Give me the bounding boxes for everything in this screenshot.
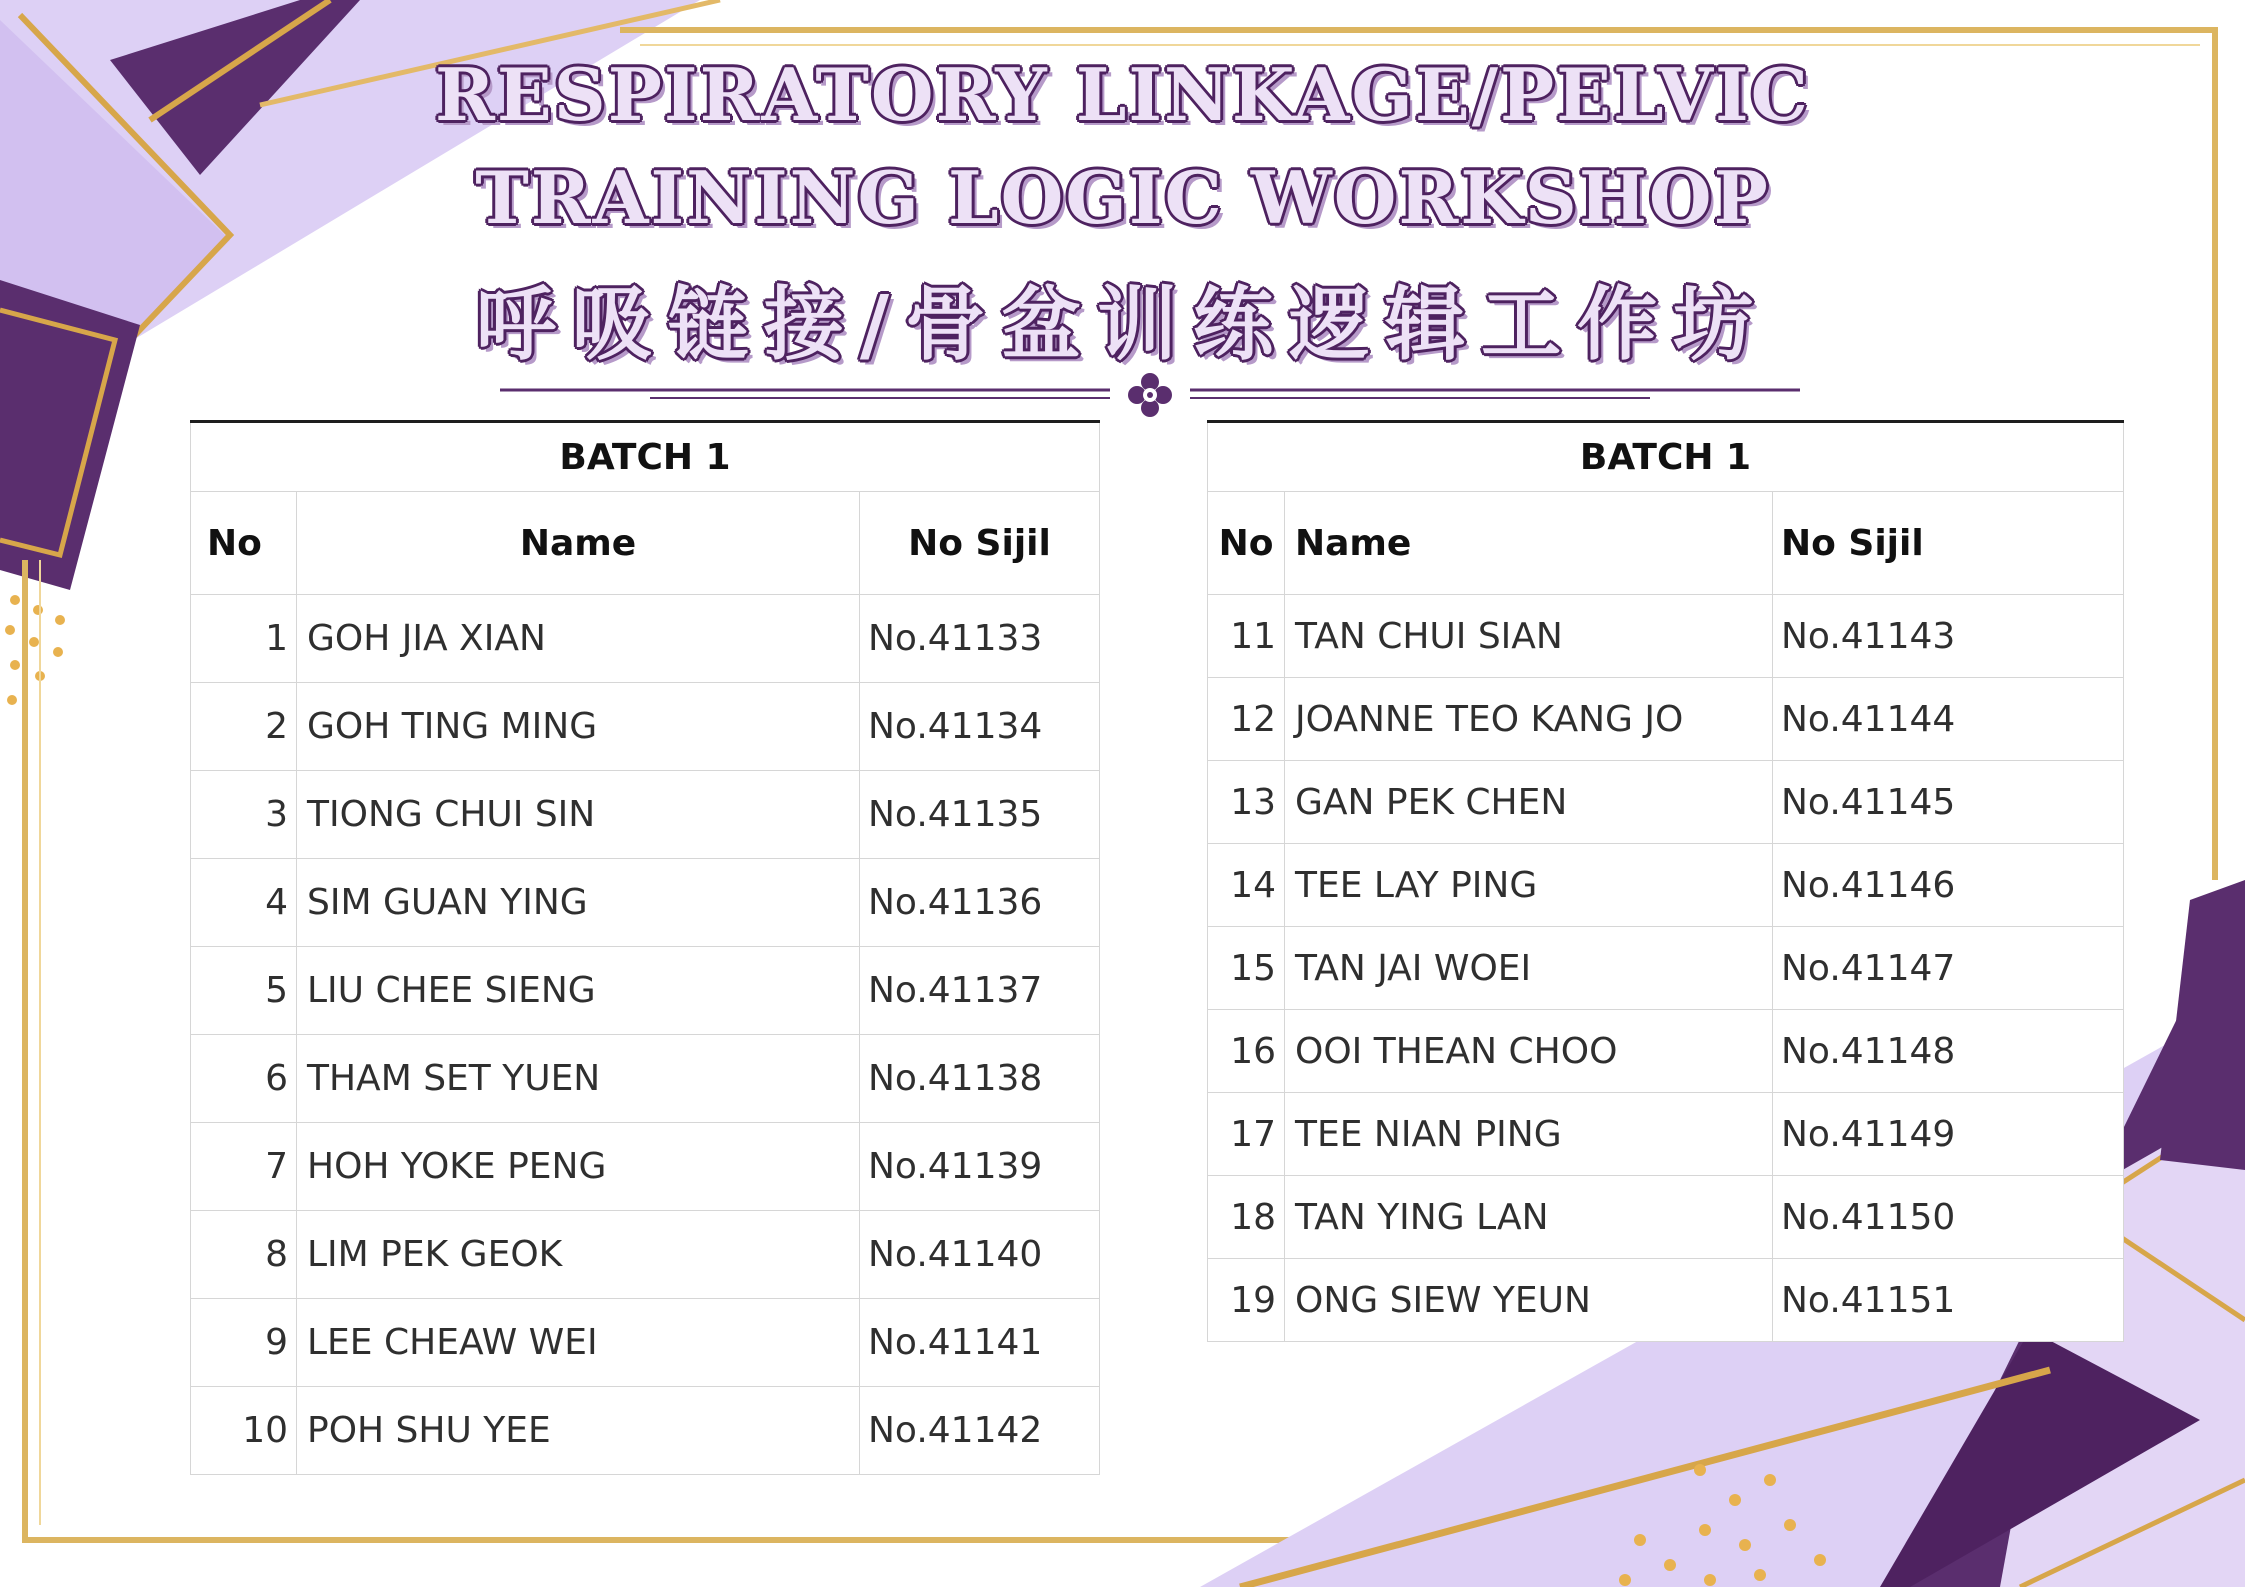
certificate-number: No.41145	[1773, 761, 2124, 844]
table-row	[1208, 927, 2124, 1010]
certificate-number: No.41149	[1773, 1093, 2124, 1176]
batch-table-left	[190, 420, 1100, 1475]
participant-name: OOI THEAN CHOO	[1285, 1010, 1773, 1093]
participant-name: TIONG CHUI SIN	[297, 771, 860, 859]
title-chinese: 呼吸链接/骨盆训练逻辑工作坊	[475, 277, 1770, 371]
row-number: 11	[1208, 595, 1285, 678]
column-header-name: Name	[297, 492, 860, 595]
certificate-number: No.41147	[1773, 927, 2124, 1010]
certificate-number: No.41148	[1773, 1010, 2124, 1093]
batch-table-right	[1207, 420, 2124, 1342]
certificate-number: No.41143	[1773, 595, 2124, 678]
column-header-sijil: No Sijil	[1773, 492, 2124, 595]
certificate-number: No.41144	[1773, 678, 2124, 761]
table-row	[191, 947, 1100, 1035]
participant-name: SIM GUAN YING	[297, 859, 860, 947]
participant-name: TEE NIAN PING	[1285, 1093, 1773, 1176]
participant-name: HOH YOKE PENG	[297, 1123, 860, 1211]
table-row	[1208, 1093, 2124, 1176]
row-number: 19	[1208, 1259, 1285, 1342]
table-row	[1208, 1010, 2124, 1093]
participant-name: ONG SIEW YEUN	[1285, 1259, 1773, 1342]
decor-purple-bar-br	[2160, 880, 2245, 1170]
title-line-2: TRAINING LOGIC WORKSHOP	[475, 155, 1770, 240]
row-number: 17	[1208, 1093, 1285, 1176]
participant-name: LIU CHEE SIENG	[297, 947, 860, 1035]
participant-name: TAN JAI WOEI	[1285, 927, 1773, 1010]
certificate-number: No.41151	[1773, 1259, 2124, 1342]
table-row	[191, 771, 1100, 859]
title-line-1: RESPIRATORY LINKAGE/PELVIC	[435, 52, 1810, 137]
row-number: 4	[191, 859, 297, 947]
column-header-no: No	[1208, 492, 1285, 595]
table-row	[1208, 1176, 2124, 1259]
table-row	[1208, 1259, 2124, 1342]
table-row	[1208, 761, 2124, 844]
certificate-number: No.41138	[860, 1035, 1100, 1123]
participant-name: JOANNE TEO KANG JO	[1285, 678, 1773, 761]
participant-name: TEE LAY PING	[1285, 844, 1773, 927]
batch-heading: BATCH 1	[191, 422, 1100, 492]
row-number: 9	[191, 1299, 297, 1387]
certificate-number: No.41133	[860, 595, 1100, 683]
table-row	[191, 595, 1100, 683]
certificate-number: No.41139	[860, 1123, 1100, 1211]
table-row	[1208, 595, 2124, 678]
column-header-sijil: No Sijil	[860, 492, 1100, 595]
participant-name: GOH TING MING	[297, 683, 860, 771]
row-number: 13	[1208, 761, 1285, 844]
table-row	[191, 683, 1100, 771]
certificate-number: No.41146	[1773, 844, 2124, 927]
table-row	[191, 1123, 1100, 1211]
row-number: 16	[1208, 1010, 1285, 1093]
participant-name: LEE CHEAW WEI	[297, 1299, 860, 1387]
participant-name: LIM PEK GEOK	[297, 1211, 860, 1299]
certificate-number: No.41140	[860, 1211, 1100, 1299]
column-header-no: No	[191, 492, 297, 595]
certificate-number: No.41137	[860, 947, 1100, 1035]
participant-name: THAM SET YUEN	[297, 1035, 860, 1123]
row-number: 1	[191, 595, 297, 683]
decor-dots-tl	[5, 595, 65, 705]
certificate-number: No.41136	[860, 859, 1100, 947]
participant-name: POH SHU YEE	[297, 1387, 860, 1475]
certificate-number: No.41134	[860, 683, 1100, 771]
participant-name: GOH JIA XIAN	[297, 595, 860, 683]
table-row	[191, 1299, 1100, 1387]
table-row	[191, 859, 1100, 947]
row-number: 2	[191, 683, 297, 771]
row-number: 7	[191, 1123, 297, 1211]
fleur-ornament-icon	[1128, 373, 1172, 417]
row-number: 15	[1208, 927, 1285, 1010]
column-header-name: Name	[1285, 492, 1773, 595]
certificate-number: No.41142	[860, 1387, 1100, 1475]
row-number: 5	[191, 947, 297, 1035]
table-row	[191, 1211, 1100, 1299]
participant-name: TAN YING LAN	[1285, 1176, 1773, 1259]
certificate-number: No.41141	[860, 1299, 1100, 1387]
row-number: 14	[1208, 844, 1285, 927]
table-row	[191, 1387, 1100, 1475]
batch-heading: BATCH 1	[1208, 422, 2124, 492]
table-row	[191, 1035, 1100, 1123]
certificate-number: No.41150	[1773, 1176, 2124, 1259]
row-number: 18	[1208, 1176, 1285, 1259]
ornament-divider	[500, 370, 1800, 420]
row-number: 6	[191, 1035, 297, 1123]
table-row	[1208, 844, 2124, 927]
participant-name: TAN CHUI SIAN	[1285, 595, 1773, 678]
certificate-number: No.41135	[860, 771, 1100, 859]
row-number: 8	[191, 1211, 297, 1299]
row-number: 3	[191, 771, 297, 859]
row-number: 12	[1208, 678, 1285, 761]
table-row	[1208, 678, 2124, 761]
participant-name: GAN PEK CHEN	[1285, 761, 1773, 844]
row-number: 10	[191, 1387, 297, 1475]
